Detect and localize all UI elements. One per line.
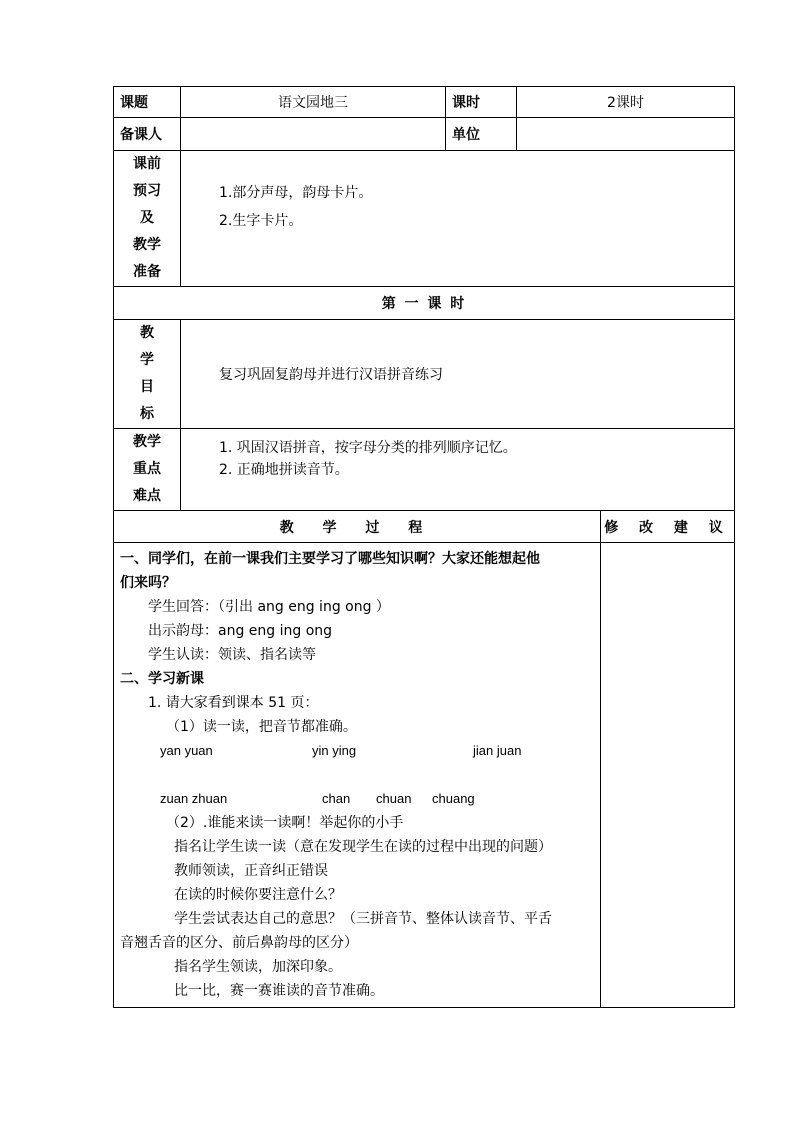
row-goals [114, 320, 735, 429]
hours-value: 2课时 [517, 87, 735, 118]
unit-label: 单位 [446, 118, 517, 151]
pinyin-group: yan yuan [160, 743, 213, 758]
key-points-content [181, 429, 735, 511]
process-line: 学生回答：（引出 ang eng ing ong ） [148, 599, 390, 615]
preparer-value [181, 118, 446, 151]
suggestion-content [601, 543, 735, 1008]
process-line: 指名让学生读一读（意在发现学生在读的过程中出现的问题） [174, 839, 552, 855]
key-points-label: 教学 重点 难点 [114, 429, 181, 511]
process-line: 1. 请大家看到课本 51 页： [148, 695, 319, 711]
process-header: 教 学 过 程 [114, 511, 601, 543]
process-line: 音翘舌音的区分、前后鼻韵母的区分） [120, 935, 358, 951]
row-section-title [114, 287, 735, 320]
spacer [120, 763, 596, 787]
hours-label: 课时 [446, 87, 517, 118]
pinyin-row [120, 787, 596, 811]
process-line: 指名学生领读，加深印象。 [174, 959, 342, 975]
process-line: 二、学习新课 [120, 671, 204, 687]
row-key-points [114, 429, 735, 511]
row-process [114, 543, 735, 1008]
topic-value: 语文园地三 [181, 87, 446, 118]
section-title: 第 一 课 时 [114, 287, 735, 320]
prep-label: 课前 预习 及 教学 准备 [114, 151, 181, 287]
key-point-item: 2. 正确地拼读音节。 [219, 462, 349, 478]
unit-value [517, 118, 735, 151]
lesson-plan-table [113, 86, 735, 1008]
process-content [114, 543, 601, 1008]
process-line: （2）.谁能来读一读啊！举起你的小手 [166, 815, 404, 831]
key-point-item: 1. 巩固汉语拼音，按字母分类的排列顺序记忆。 [219, 440, 517, 456]
process-line: 教师领读，正音纠正错误 [174, 863, 328, 879]
prep-item: 2.生字卡片。 [219, 213, 303, 229]
row-prep [114, 151, 735, 287]
process-line: 出示韵母：ang eng ing ong [148, 623, 333, 639]
process-line: 学生尝试表达自己的意思？（三拼音节、整体认读音节、平舌 [174, 911, 552, 927]
pinyin-group: chuan [376, 791, 412, 806]
prep-item: 1.部分声母，韵母卡片。 [219, 185, 373, 201]
goals-label: 教 学 目 标 [114, 320, 181, 429]
process-line: 一、同学们，在前一课我们主要学习了哪些知识啊？大家还能想起他 [120, 551, 540, 567]
pinyin-group: yin ying [312, 743, 357, 758]
process-line: （1）读一读，把音节都准确。 [166, 719, 357, 735]
pinyin-group: jian juan [473, 743, 522, 758]
goals-text: 复习巩固复韵母并进行汉语拼音练习 [181, 320, 735, 429]
pinyin-group: zuan zhuan [160, 791, 228, 806]
pinyin-row [120, 739, 596, 763]
process-line: 们来吗？ [120, 575, 176, 591]
suggestion-header: 修 改 建 议 [601, 511, 735, 543]
row-preparer [114, 118, 735, 151]
process-line: 在读的时候你要注意什么？ [174, 887, 342, 903]
process-line: 比一比，赛一赛谁读的音节准确。 [174, 983, 384, 999]
lesson-plan-sheet [113, 86, 734, 1008]
row-topic [114, 87, 735, 118]
topic-label: 课题 [114, 87, 181, 118]
preparer-label: 备课人 [114, 118, 181, 151]
pinyin-group: chan [322, 791, 351, 806]
row-process-header [114, 511, 735, 543]
prep-content [181, 151, 735, 287]
pinyin-group: chuang [432, 791, 475, 806]
process-line: 学生认读：领读、指名读等 [148, 647, 316, 663]
